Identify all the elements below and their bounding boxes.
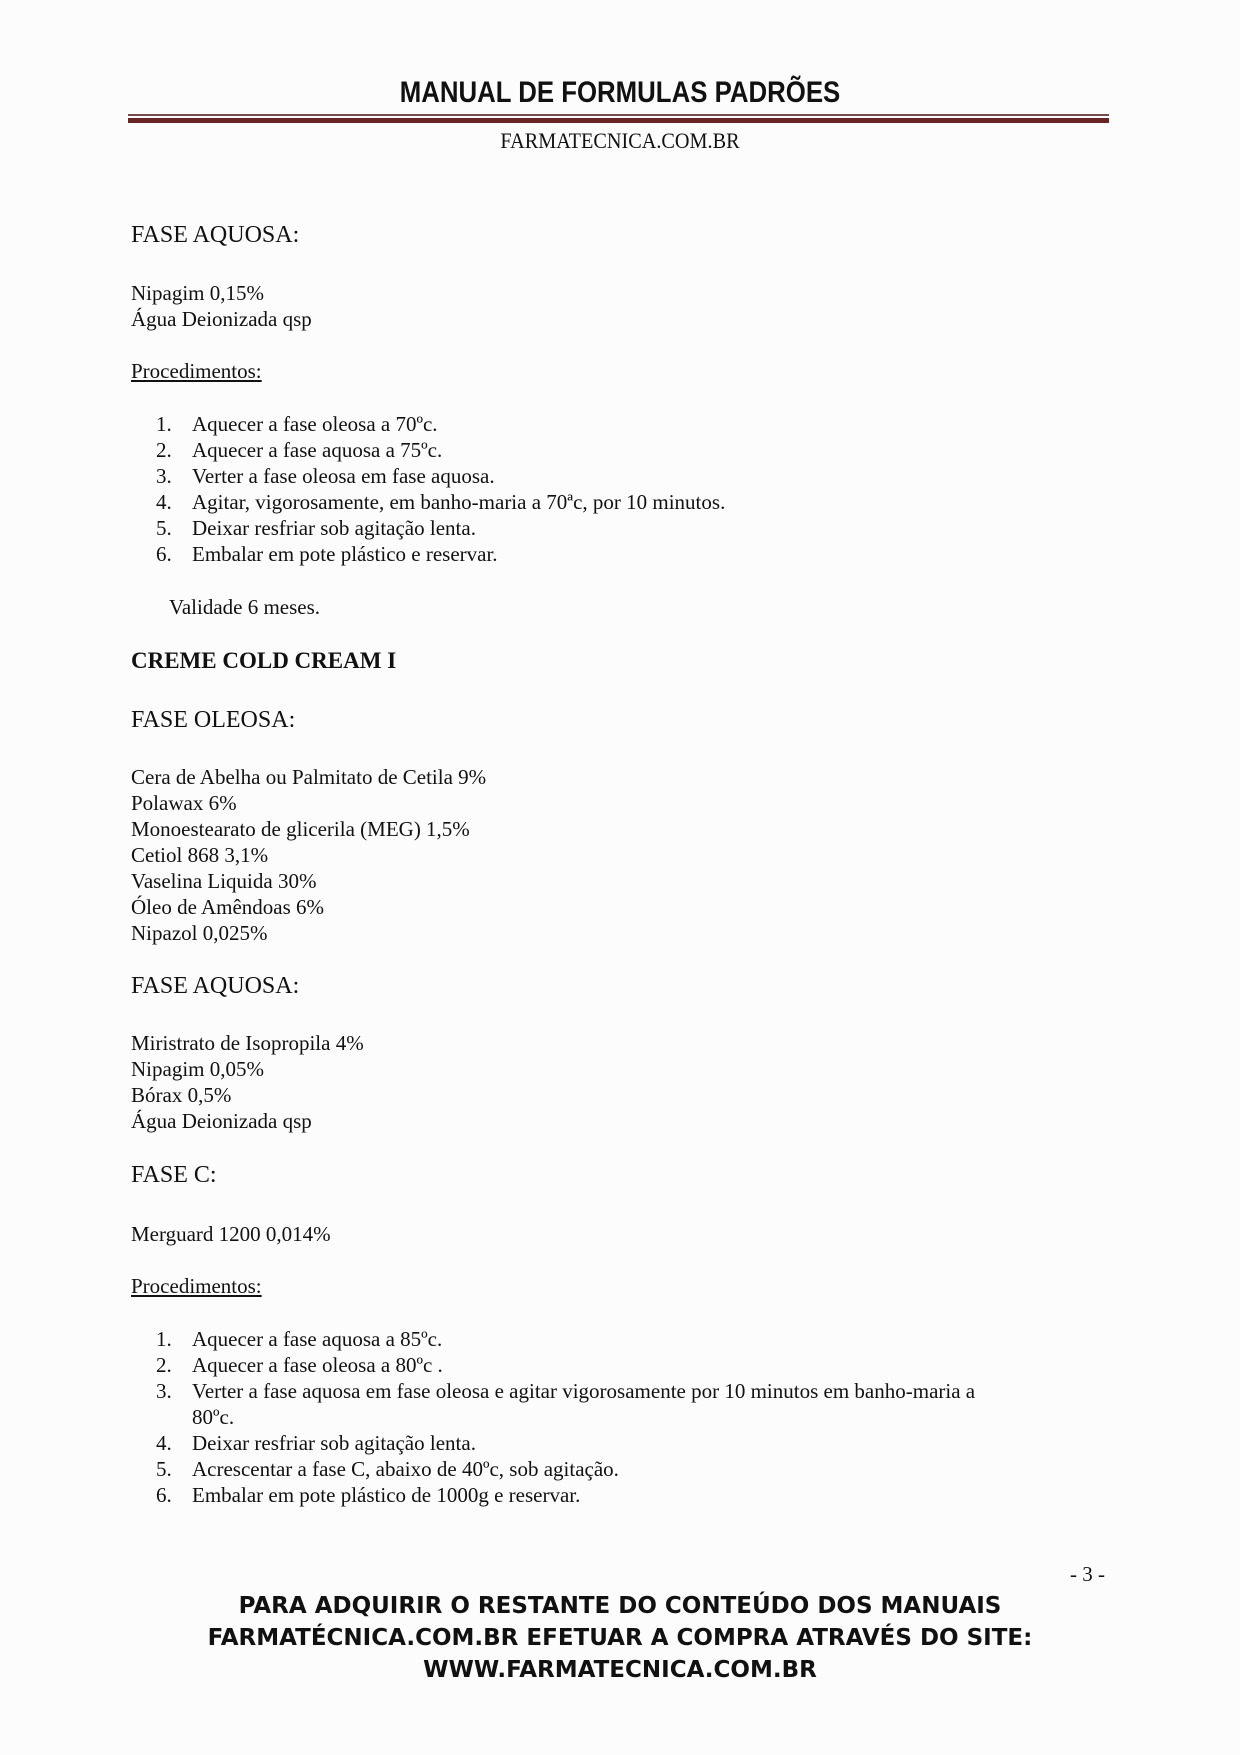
ingredient-item: Água Deionizada qsp	[131, 307, 312, 331]
step-number: 2.	[156, 1353, 172, 1377]
footer-link[interactable]: WWW.FARMATECNICA.COM.BR	[423, 1657, 817, 1683]
ingredient-item: Polawax 6%	[131, 791, 237, 815]
footer-line: PARA ADQUIRIR O RESTANTE DO CONTEÚDO DOS MANUAIS	[238, 1593, 1002, 1619]
section-heading-fase-c: FASE C:	[131, 1162, 217, 1188]
procedure-step	[156, 411, 438, 437]
step-number: 5.	[156, 516, 172, 540]
footer-notice	[0, 1590, 1240, 1686]
step-number: 1.	[156, 1327, 172, 1351]
step-text: Aquecer a fase aquosa a 85ºc.	[192, 1327, 443, 1351]
step-text: Aquecer a fase oleosa a 70ºc.	[192, 412, 438, 436]
step-number: 3.	[156, 464, 172, 488]
ingredient-item: Água Deionizada qsp	[131, 1109, 312, 1133]
step-number: 6.	[156, 542, 172, 566]
step-text: Agitar, vigorosamente, em banho-maria a 70ªc, por 10 minutos.	[192, 490, 726, 514]
ingredient-item: Nipazol 0,025%	[131, 921, 268, 945]
procedure-step	[156, 1326, 443, 1352]
section-heading-fase-aquosa: FASE AQUOSA:	[131, 222, 300, 248]
step-text: Acrescentar a fase C, abaixo de 40ºc, sob agitação.	[192, 1457, 619, 1481]
section-heading-fase-aquosa: FASE AQUOSA:	[131, 973, 300, 999]
ingredient-item: Monoestearato de glicerila (MEG) 1,5%	[131, 817, 470, 841]
procedure-step	[156, 1378, 976, 1404]
step-text: Verter a fase oleosa em fase aquosa.	[192, 464, 495, 488]
step-text: Verter a fase aquosa em fase oleosa e agitar vigorosamente por 10 minutos em banho-maria a	[192, 1379, 976, 1403]
header-rule-thin	[128, 114, 1109, 116]
step-number: 1.	[156, 412, 172, 436]
page-number: - 3 -	[1070, 1562, 1105, 1586]
ingredient-item: Nipagim 0,05%	[131, 1057, 264, 1081]
step-text: Deixar resfriar sob agitação lenta.	[192, 516, 476, 540]
procedure-step	[156, 515, 476, 541]
procedure-step	[156, 1456, 619, 1482]
procedure-step	[156, 489, 726, 515]
ingredient-item: Miristrato de Isopropila 4%	[131, 1031, 364, 1055]
header-rule-thick	[128, 118, 1109, 123]
step-text: 80ºc.	[192, 1405, 235, 1429]
recipe-title: CREME COLD CREAM I	[131, 648, 397, 673]
step-text: Deixar resfriar sob agitação lenta.	[192, 1431, 476, 1455]
step-number: 4.	[156, 490, 172, 514]
ingredient-item: Merguard 1200 0,014%	[131, 1222, 331, 1246]
step-text: Embalar em pote plástico e reservar.	[192, 542, 498, 566]
procedure-step	[156, 1352, 443, 1378]
procedure-step	[156, 463, 495, 489]
step-text: Embalar em pote plástico de 1000g e reservar.	[192, 1483, 581, 1507]
procedimentos-heading: Procedimentos:	[131, 1274, 262, 1298]
footer-line: FARMATÉCNICA.COM.BR EFETUAR A COMPRA ATRAVÉS DO SITE:	[207, 1625, 1033, 1651]
ingredient-item: Cetiol 868 3,1%	[131, 843, 269, 867]
procedure-step	[156, 1482, 581, 1508]
step-text: Aquecer a fase aquosa a 75ºc.	[192, 438, 443, 462]
step-number: 6.	[156, 1483, 172, 1507]
validade-note: Validade 6 meses.	[169, 595, 321, 619]
procedimentos-heading: Procedimentos:	[131, 359, 262, 383]
procedure-step	[156, 541, 498, 567]
ingredient-item: Vaselina Liquida 30%	[131, 869, 317, 893]
step-text: Aquecer a fase oleosa a 80ºc .	[192, 1353, 443, 1377]
document-title: MANUAL DE FORMULAS PADRÕES	[399, 76, 841, 109]
step-number: 3.	[156, 1379, 172, 1403]
section-heading-fase-oleosa: FASE OLEOSA:	[131, 707, 296, 733]
header-site: FARMATECNICA.COM.BR	[500, 128, 740, 153]
procedure-step	[156, 1430, 476, 1456]
step-number: 2.	[156, 438, 172, 462]
ingredient-item: Cera de Abelha ou Palmitato de Cetila 9%	[131, 765, 487, 789]
step-number: 5.	[156, 1457, 172, 1481]
ingredient-item: Nipagim 0,15%	[131, 281, 264, 305]
step-number: 4.	[156, 1431, 172, 1455]
ingredient-item: Óleo de Amêndoas 6%	[131, 895, 325, 919]
ingredient-item: Bórax 0,5%	[131, 1083, 232, 1107]
procedure-step	[156, 437, 443, 463]
